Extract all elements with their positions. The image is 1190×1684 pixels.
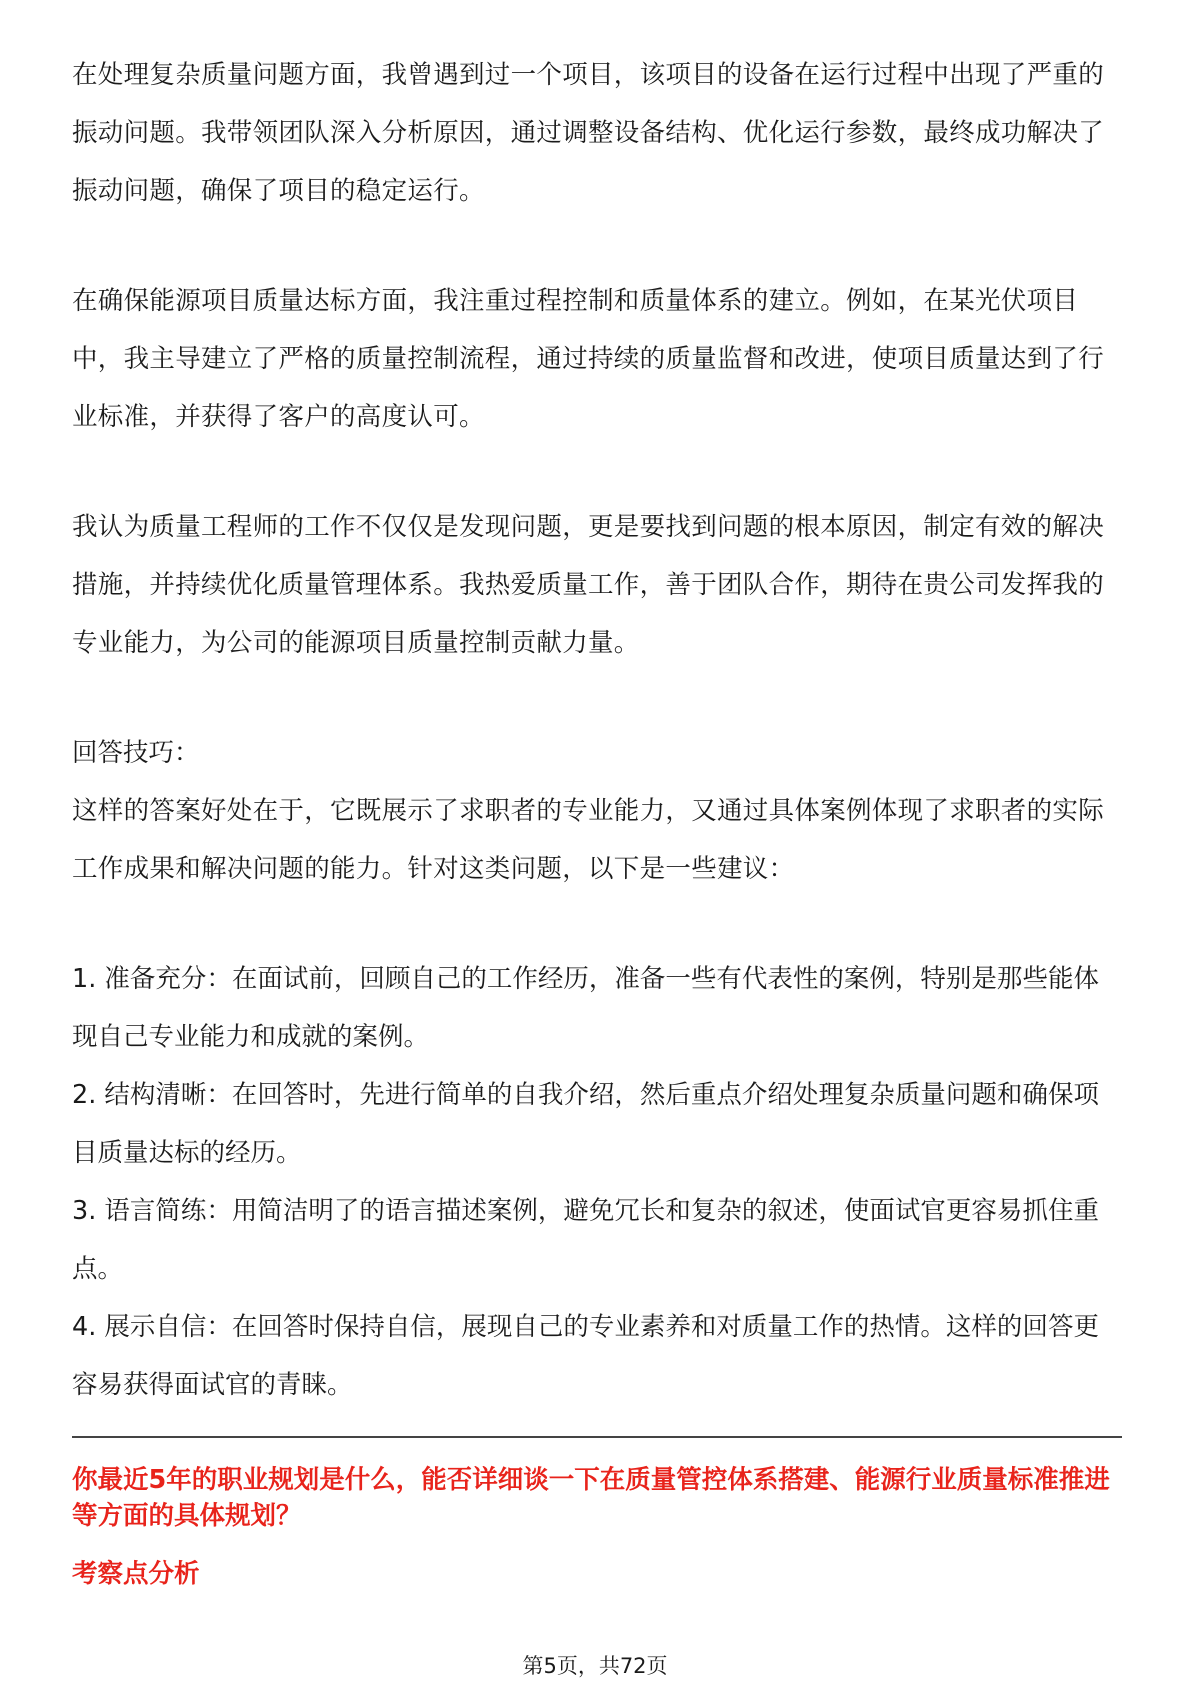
tips-list [72,950,1122,1414]
divider [72,1436,1122,1438]
paragraph-quality-standard: 在确保能源项目质量达标方面，我注重过程控制和质量体系的建立。例如，在某光伏项目中，我主导建立了严格的质量控制流程，通过持续的质量监督和改进，使项目质量达到了行业标准，并获得了客户的高度认可。 [72,286,1105,432]
list-item: 1. 准备充分：在面试前，回顾自己的工作经历，准备一些有代表性的案例，特别是那些能体现自己专业能力和成就的案例。 [72,964,1099,1052]
tips-intro: 这样的答案好处在于，它既展示了求职者的专业能力，又通过具体案例体现了求职者的实际工作成果和解决问题的能力。针对这类问题，以下是一些建议： [72,796,1105,884]
list-item: 4. 展示自信：在回答时保持自信，展现自己的专业素养和对质量工作的热情。这样的回答更容易获得面试官的青睐。 [72,1312,1099,1400]
page-footer: 第5页，共72页 [522,1654,668,1678]
section-heading: 考察点分析 [72,1559,200,1589]
list-item: 3. 语言简练：用简洁明了的语言描述案例，避免冗长和复杂的叙述，使面试官更容易抓住重点。 [72,1196,1099,1284]
list-item: 2. 结构清晰：在回答时，先进行简单的自我介绍，然后重点介绍处理复杂质量问题和确保项目质量达标的经历。 [72,1080,1099,1168]
next-question-heading: 你最近5年的职业规划是什么，能否详细谈一下在质量管控体系搭建、能源行业质量标准推进等方面的具体规划？ [72,1465,1110,1531]
tips-label: 回答技巧： [72,738,200,768]
document-page [72,46,1122,1592]
paragraph-complex-quality: 在处理复杂质量问题方面，我曾遇到过一个项目，该项目的设备在运行过程中出现了严重的振动问题。我带领团队深入分析原因，通过调整设备结构、优化运行参数，最终成功解决了振动问题，确保了项目的稳定运行。 [72,60,1105,206]
paragraph-self-view: 我认为质量工程师的工作不仅仅是发现问题，更是要找到问题的根本原因，制定有效的解决措施，并持续优化质量管理体系。我热爱质量工作，善于团队合作，期待在贵公司发挥我的专业能力，为公司的能源项目质量控制贡献力量。 [72,512,1105,658]
